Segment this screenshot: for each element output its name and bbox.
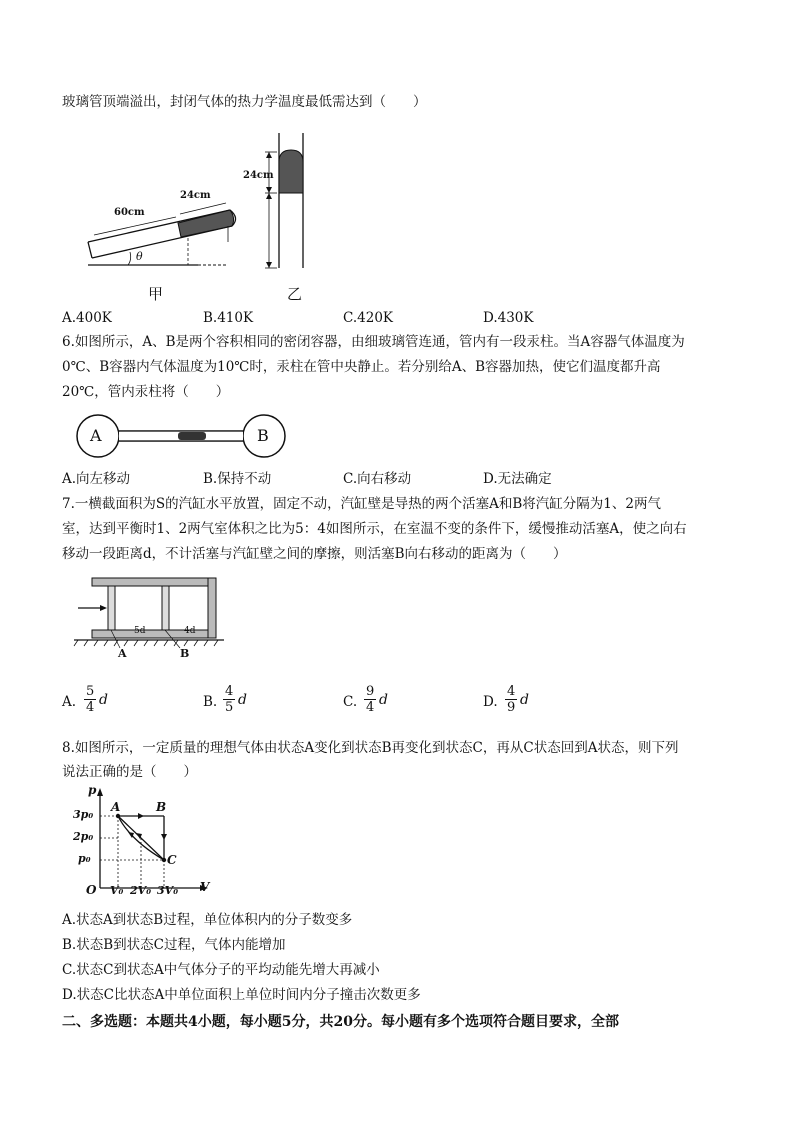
q6-option-d[interactable]: D.无法确定: [483, 471, 552, 487]
q7-stem-line-1: 7.一横截面积为S的汽缸水平放置，固定不动，汽缸壁是导热的两个活塞A和B将汽缸分隔为1、2两气: [62, 496, 661, 512]
q5-option-a[interactable]: A.400K: [62, 310, 112, 326]
q8-origin: O: [86, 883, 97, 897]
q7-stem-line-2: 室，达到平衡时1、2两气室体积之比为5：4如图所示，在室温不变的条件下，缓慢推动活塞A，使之向右: [62, 521, 687, 537]
q7-stem-line-3: 移动一段距离d，不计活塞与汽缸壁之间的摩擦，则活塞B向右移动的距离为（ ）: [62, 546, 567, 562]
q7-option-b-fraction[interactable]: $\frac{4}{5}$: [225, 684, 234, 715]
q7-option-c-var: d: [379, 692, 388, 708]
q5-yi-label-24cm: 24cm: [243, 170, 274, 181]
q6-stem-line-3: 20℃，管内汞柱将（ ）: [62, 384, 230, 400]
q7-option-a-fraction[interactable]: $\frac{5}{4}$: [86, 684, 95, 715]
q6-option-c[interactable]: C.向右移动: [343, 471, 412, 487]
q8-option-b[interactable]: B.状态B到状态C过程，气体内能增加: [62, 937, 286, 953]
q7-option-d-fraction[interactable]: $\frac{4}{9}$: [507, 684, 516, 715]
section-2-header: 二、多选题：本题共4小题，每小题5分，共20分。每小题有多个选项符合题目要求，全部: [62, 1014, 619, 1030]
q7-option-a-label[interactable]: A.: [62, 694, 77, 710]
q8-state-c: C: [167, 853, 177, 867]
q8-axis-v: V: [200, 880, 210, 894]
q7-option-d-label[interactable]: D.: [483, 694, 498, 710]
q5-yi-caption: 乙: [287, 285, 303, 303]
q8-ytick-2p0: 2p₀: [73, 830, 94, 843]
q8-option-d[interactable]: D.状态C比状态A中单位面积上单位时间内分子撞击次数更多: [62, 987, 421, 1003]
q8-pv-diagram: [86, 788, 216, 898]
q8-stem-line-2: 说法正确的是（ ）: [62, 764, 197, 780]
q8-axis-p: p: [88, 783, 97, 797]
q5-figure-yi: [255, 128, 325, 273]
q5-jia-theta: θ: [136, 250, 143, 263]
q7-label-4d: 4d: [184, 626, 196, 636]
q7-option-c-label[interactable]: C.: [343, 694, 358, 710]
q7-option-b-var: d: [238, 692, 247, 708]
q8-stem-line-1: 8.如图所示，一定质量的理想气体由状态A变化到状态B再变化到状态C，再从C状态回到A状态，则下列: [62, 740, 679, 756]
q8-state-b: B: [156, 800, 167, 814]
q5-option-b[interactable]: B.410K: [203, 310, 254, 326]
q8-ytick-p0: p₀: [78, 852, 91, 865]
q5-jia-label-60cm: 60cm: [114, 207, 145, 218]
q5-stem-tail: 玻璃管顶端溢出，封闭气体的热力学温度最低需达到（ ）: [62, 94, 427, 110]
q7-label-5d: 5d: [134, 626, 146, 636]
q5-option-c[interactable]: C.420K: [343, 310, 393, 326]
q5-jia-caption: 甲: [148, 285, 164, 303]
q8-state-a: A: [111, 800, 121, 814]
q8-xtick-2v0: 2V₀: [130, 884, 152, 897]
q7-option-d-var: d: [520, 692, 529, 708]
q6-option-a[interactable]: A.向左移动: [62, 471, 131, 487]
q5-jia-label-24cm: 24cm: [180, 190, 211, 201]
q6-option-b[interactable]: B.保持不动: [203, 471, 272, 487]
q8-option-a[interactable]: A.状态A到状态B过程，单位体积内的分子数变多: [62, 912, 353, 928]
q6-container-b: B: [257, 426, 269, 445]
q7-option-b-label[interactable]: B.: [203, 694, 218, 710]
q8-xtick-v0: V₀: [110, 884, 124, 897]
q7-option-c-fraction[interactable]: $\frac{9}{4}$: [366, 684, 375, 715]
q6-stem-line-1: 6.如图所示，A、B是两个容积相同的密闭容器，由细玻璃管连通，管内有一段汞柱。当A容器气体温度为: [62, 334, 685, 350]
q7-piston-a-label: A: [118, 647, 127, 660]
q8-option-c[interactable]: C.状态C到状态A中气体分子的平均动能先增大再减小: [62, 962, 380, 978]
q7-figure: [74, 574, 224, 660]
q5-option-d[interactable]: D.430K: [483, 310, 534, 326]
q7-option-a-var: d: [99, 692, 108, 708]
q7-piston-b-label: B: [180, 647, 190, 660]
q8-xtick-3v0: 3V₀: [157, 884, 179, 897]
q8-ytick-3p0: 3p₀: [73, 808, 94, 821]
q6-stem-line-2: 0℃、B容器内气体温度为10℃时，汞柱在管中央静止。若分别给A、B容器加热，使它们温度都升高: [62, 359, 661, 375]
q6-container-a: A: [90, 426, 102, 445]
